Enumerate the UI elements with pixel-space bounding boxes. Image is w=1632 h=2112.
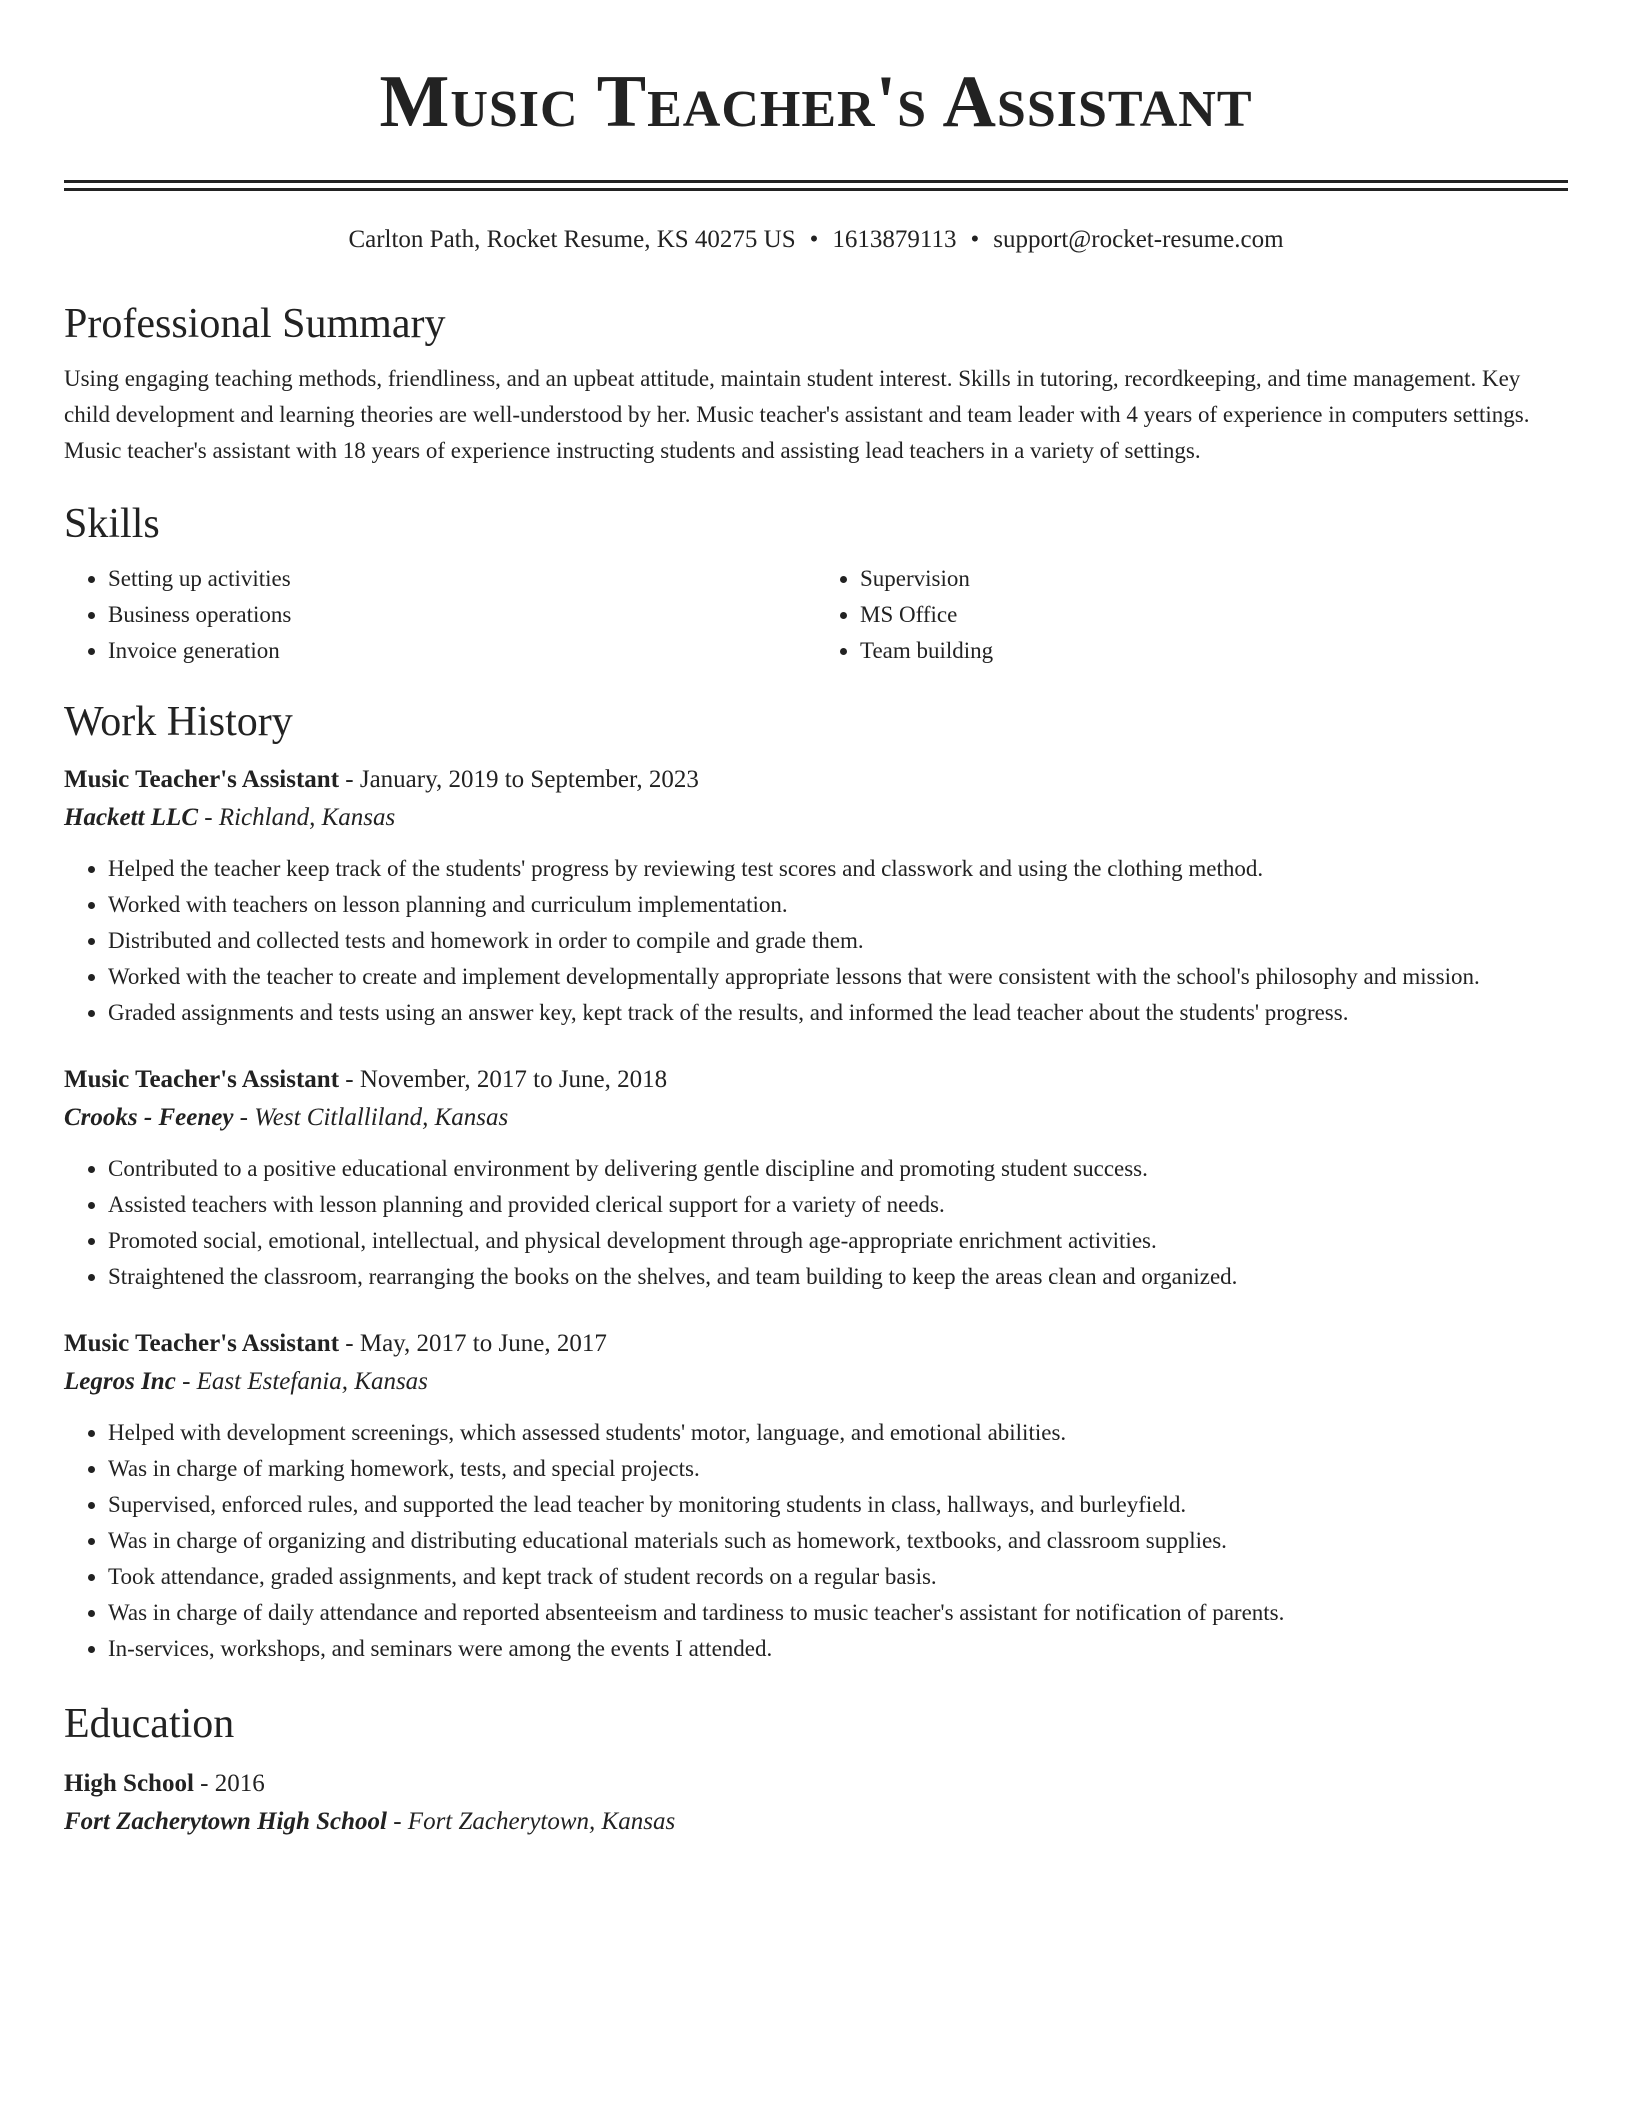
job-company-line <box>64 1099 1568 1137</box>
skill-item: • Supervision <box>860 561 1568 597</box>
resume-name: Music Teacher's Assistant <box>379 61 1253 143</box>
education-school-line <box>64 1803 1568 1841</box>
job-bullet: • Worked with the teacher to create and implement developmentally appropriate lessons that were consistent with the school's philosophy and mission. <box>108 959 1568 995</box>
job-bullet: • Was in charge of organizing and distributing educational materials such as homework, textbooks, and classroom supplies. <box>108 1523 1568 1559</box>
job-bullet: • Helped the teacher keep track of the students' progress by reviewing test scores and classwork and using the clothing method. <box>108 851 1568 887</box>
education-degree: High School <box>64 1770 194 1797</box>
job-company-line <box>64 1363 1568 1401</box>
job-dash: - <box>339 1066 360 1093</box>
job-entry <box>64 1061 1568 1295</box>
job-entry <box>64 761 1568 1031</box>
work-history-heading: Work History <box>64 699 293 745</box>
education-heading: Education <box>64 1701 235 1747</box>
education-year: 2016 <box>214 1770 265 1797</box>
job-dash: - <box>339 766 360 793</box>
job-entry <box>64 1325 1568 1667</box>
job-company-line <box>64 799 1568 837</box>
contact-separator: • <box>970 226 980 253</box>
job-dates: May, 2017 to June, 2017 <box>359 1330 607 1357</box>
education-school: Fort Zacherytown High School <box>64 1808 387 1835</box>
job-company: Crooks - Feeney <box>64 1104 234 1131</box>
skills-list <box>64 561 1568 669</box>
education-dash: - <box>386 1808 408 1835</box>
education-location: Fort Zacherytown, Kansas <box>407 1808 676 1835</box>
job-bullet: • Took attendance, graded assignments, and kept track of student records on a regular basis. <box>108 1559 1568 1595</box>
job-bullet: • Contributed to a positive educational environment by delivering gentle discipline and promoting student success. <box>108 1151 1568 1187</box>
job-bullet: • Worked with teachers on lesson planning and curriculum implementation. <box>108 887 1568 923</box>
skill-item: • Setting up activities <box>108 561 816 597</box>
job-bullet: • Graded assignments and tests using an answer key, kept track of the results, and informed the lead teacher about the students' progress. <box>108 995 1568 1031</box>
skills-heading: Skills <box>64 501 160 547</box>
summary-text: Using engaging teaching methods, friendliness, and an upbeat attitude, maintain student interest. Skills in tutoring, recordkeeping, and time management. Key child development and learning theories are well-understood by her. Music teacher's assistant and team leader with 4 years of experience in computers settings. Music teacher's assistant with 18 years of experience instructing students and assisting lead teachers in a variety of settings. <box>64 366 1530 463</box>
contact-address: Carlton Path, Rocket Resume, KS 40275 US <box>348 226 796 253</box>
skills-column-right <box>816 561 1568 669</box>
job-header <box>64 1061 1568 1099</box>
job-bullet: • In-services, workshops, and seminars were among the events I attended. <box>108 1631 1568 1667</box>
job-location: Richland, Kansas <box>218 804 396 831</box>
job-bullets <box>64 851 1568 1031</box>
summary-heading: Professional Summary <box>64 301 446 347</box>
contact-separator: • <box>809 226 819 253</box>
skill-item: • Business operations <box>108 597 816 633</box>
header-divider <box>64 180 1568 191</box>
job-dash: - <box>339 1330 360 1357</box>
contact-phone[interactable]: 1613879113 <box>832 226 957 253</box>
job-dash: - <box>233 1104 255 1131</box>
job-bullet: • Was in charge of marking homework, tests, and special projects. <box>108 1451 1568 1487</box>
job-bullet: • Assisted teachers with lesson planning and provided clerical support for a variety of needs. <box>108 1187 1568 1223</box>
skill-item: • Team building <box>860 633 1568 669</box>
job-dates: January, 2019 to September, 2023 <box>359 766 699 793</box>
job-bullet: • Distributed and collected tests and homework in order to compile and grade them. <box>108 923 1568 959</box>
job-header <box>64 1325 1568 1363</box>
job-company: Hackett LLC <box>64 804 198 831</box>
job-role: Music Teacher's Assistant <box>64 1066 340 1093</box>
skill-item: • Invoice generation <box>108 633 816 669</box>
job-dash: - <box>175 1368 197 1395</box>
job-bullets <box>64 1415 1568 1667</box>
job-bullet: • Helped with development screenings, which assessed students' motor, language, and emotional abilities. <box>108 1415 1568 1451</box>
contact-email-link[interactable]: support@rocket-resume.com <box>993 226 1284 253</box>
job-header <box>64 761 1568 799</box>
job-role: Music Teacher's Assistant <box>64 1330 340 1357</box>
job-company: Legros Inc <box>64 1368 176 1395</box>
job-bullet: • Was in charge of daily attendance and reported absenteeism and tardiness to music teacher's assistant for notification of parents. <box>108 1595 1568 1631</box>
skills-column-left <box>64 561 816 669</box>
job-bullet: • Straightened the classroom, rearranging the books on the shelves, and team building to keep the areas clean and organized. <box>108 1259 1568 1295</box>
education-degree-line <box>64 1765 1568 1803</box>
job-bullets <box>64 1151 1568 1295</box>
education-dash: - <box>193 1770 215 1797</box>
job-dates: November, 2017 to June, 2018 <box>359 1066 668 1093</box>
job-location: West Citlalliland, Kansas <box>254 1104 509 1131</box>
job-role: Music Teacher's Assistant <box>64 766 340 793</box>
job-dash: - <box>198 804 219 831</box>
skill-item: • MS Office <box>860 597 1568 633</box>
job-location: East Estefania, Kansas <box>196 1368 428 1395</box>
contact-line <box>64 223 1568 257</box>
job-bullet: • Promoted social, emotional, intellectual, and physical development through age-appropriate enrichment activities. <box>108 1223 1568 1259</box>
job-bullet: • Supervised, enforced rules, and supported the lead teacher by monitoring students in class, hallways, and burleyfield. <box>108 1487 1568 1523</box>
